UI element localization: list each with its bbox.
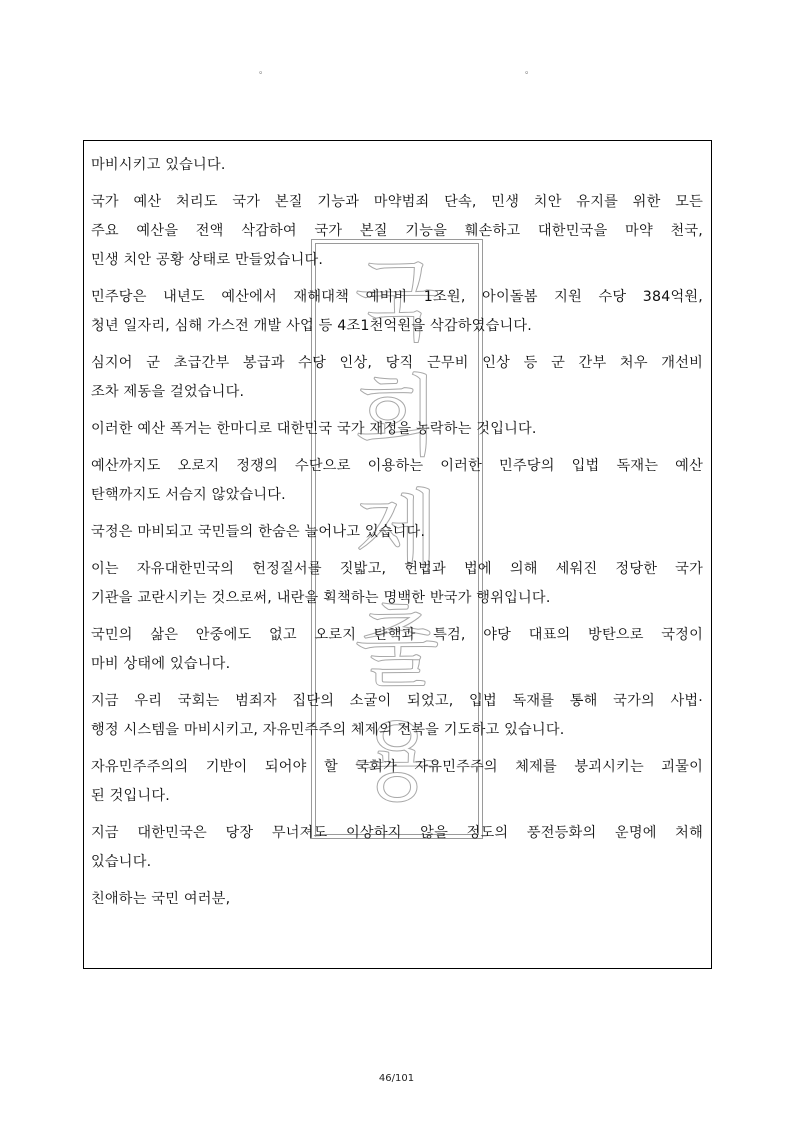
- paragraph: [91, 151, 703, 180]
- paragraph-line: 지금 우리 국회는 범죄자 집단의 소굴이 되었고, 입법 독재를 통해 국가의 사법·: [91, 693, 703, 709]
- document-body: [91, 151, 703, 914]
- paragraph-line: 국가 예산 처리도 국가 본질 기능과 마약범죄 단속, 민생 치안 유지를 위한 모든: [91, 194, 703, 210]
- paragraph: [91, 452, 703, 510]
- paragraph-line: 조차 제동을 걸었습니다.: [91, 384, 245, 400]
- seal-char-1: 국: [354, 250, 440, 353]
- paragraph: [91, 555, 703, 613]
- paragraph: [91, 188, 703, 275]
- paragraph-line: 있습니다.: [91, 854, 152, 870]
- top-dot-mark-right: 。: [525, 66, 535, 76]
- paragraph: [91, 518, 703, 547]
- paragraph-line: 민생 치안 공황 상태로 만들었습니다.: [91, 252, 324, 268]
- paragraph: [91, 885, 703, 914]
- paragraph-line: 국정은 마비되고 국민들의 한숨은 늘어나고 있습니다.: [91, 524, 426, 540]
- paragraph: [91, 349, 703, 407]
- paragraph: [91, 687, 703, 745]
- paragraph: [91, 753, 703, 811]
- paragraph-line: 기관을 교란시키는 것으로써, 내란을 획책하는 명백한 반국가 행위입니다.: [91, 590, 551, 606]
- paragraph-line: 이는 자유대한민국의 헌정질서를 짓밟고, 헌법과 법에 의해 세워진 정당한 국가: [91, 561, 703, 577]
- paragraph-line: 예산까지도 오로지 정쟁의 수단으로 이용하는 이러한 민주당의 입법 독재는 예산: [91, 458, 703, 474]
- top-dot-mark-left: 。: [259, 66, 269, 76]
- paragraph-line: 이러한 예산 폭거는 한마디로 대한민국 국가 재정을 농락하는 것입니다.: [91, 421, 537, 437]
- paragraph: [91, 819, 703, 877]
- seal-char-2: 회: [354, 365, 440, 468]
- paragraph-line: 민주당은 내년도 예산에서 재해대책 예비비 1조원, 아이돌봄 지원 수당 384억원,: [91, 289, 703, 305]
- seal-char-4: 출: [354, 595, 440, 698]
- paragraph-line: 행정 시스템을 마비시키고, 자유민주주의 체제의 전복을 기도하고 있습니다.: [91, 722, 565, 738]
- text-frame: [83, 140, 712, 969]
- paragraph: [91, 283, 703, 341]
- paragraph: [91, 415, 703, 444]
- page-number: 46/101: [378, 1073, 415, 1084]
- paragraph-line: 주요 예산을 전액 삭감하여 국가 본질 기능을 훼손하고 대한민국을 마약 천국,: [91, 223, 703, 239]
- paragraph-line: 마비시키고 있습니다.: [91, 157, 226, 173]
- paragraph: [91, 621, 703, 679]
- seal-char-3: 제: [354, 480, 440, 583]
- paragraph-line: 국민의 삶은 안중에도 없고 오로지 탄핵과 특검, 야당 대표의 방탄으로 국정이: [91, 627, 703, 643]
- paragraph-line: 친애하는 국민 여러분,: [91, 891, 231, 907]
- seal-char-5: 용: [354, 710, 440, 813]
- paragraph-line: 된 것입니다.: [91, 788, 170, 804]
- paragraph-line: 마비 상태에 있습니다.: [91, 656, 231, 672]
- paragraph-line: 심지어 군 초급간부 봉급과 수당 인상, 당직 근무비 인상 등 군 간부 처우 개선비: [91, 355, 703, 371]
- paragraph-line: 지금 대한민국은 당장 무너져도 이상하지 않을 정도의 풍전등화의 운명에 처해: [91, 825, 703, 841]
- paragraph-line: 자유민주주의의 기반이 되어야 할 국회가 자유민주주의 체제를 붕괴시키는 괴물이: [91, 759, 703, 775]
- paragraph-line: 청년 일자리, 심해 가스전 개발 사업 등 4조1천억원을 삭감하였습니다.: [91, 318, 532, 334]
- paragraph-line: 탄핵까지도 서슴지 않았습니다.: [91, 487, 286, 503]
